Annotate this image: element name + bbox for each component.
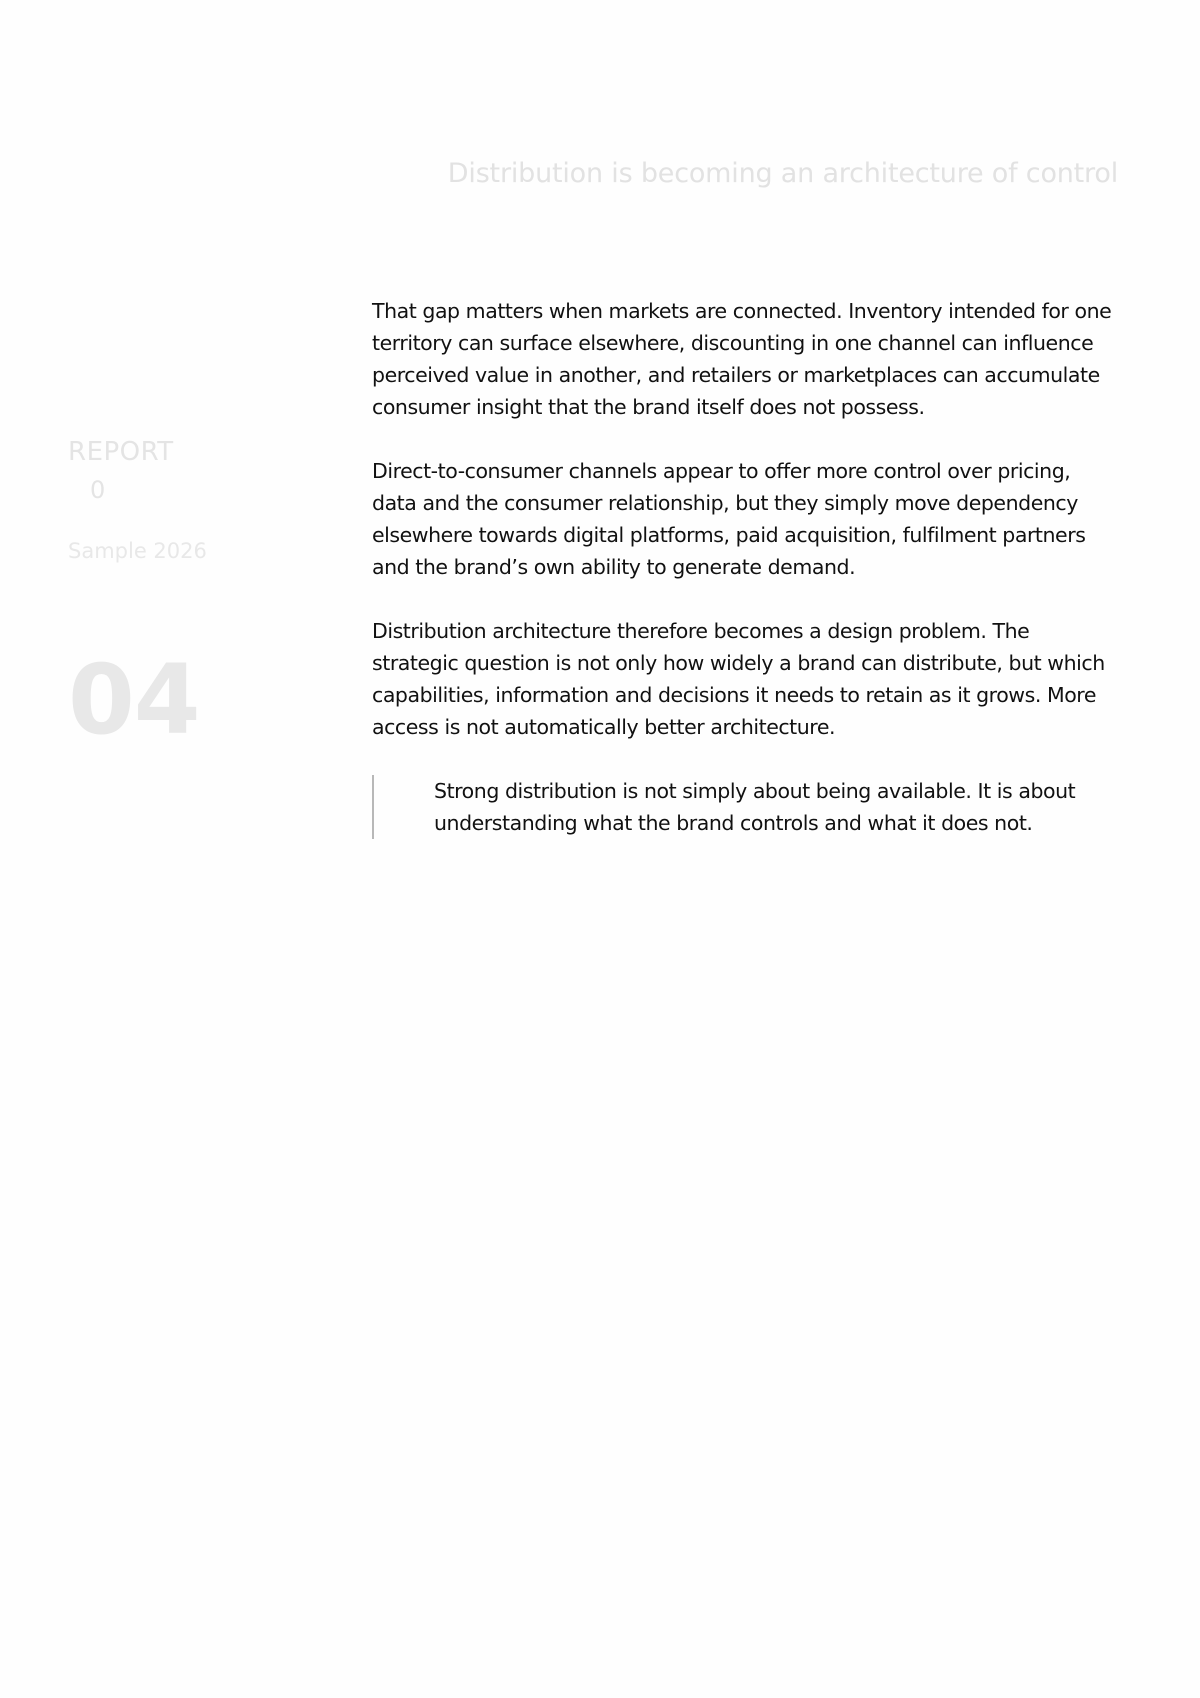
edition-label: Sample 2026 bbox=[68, 539, 207, 563]
pull-quote-text: Strong distribution is not simply about being available. It is about understanding what the brand controls and what it does not. bbox=[434, 779, 1076, 835]
page-header-title: Distribution is becoming an architecture of control bbox=[447, 158, 1118, 189]
body-paragraph: Distribution architecture therefore becomes a design problem. The strategic question is not only how widely a brand can distribute, but which capabilities, information and decisions it needs to retain as it grows. More access is not automatically better architecture. bbox=[372, 619, 1105, 739]
pull-quote bbox=[372, 775, 1120, 839]
issue-number: 0 bbox=[90, 476, 106, 504]
sidebar-panel bbox=[68, 432, 328, 756]
body-paragraph: That gap matters when markets are connected. Inventory intended for one territory can surface elsewhere, discounting in one channel can influence perceived value in another, and retailers or marketplaces can accumulate consumer insight that the brand itself does not possess. bbox=[372, 299, 1112, 419]
body-paragraph: Direct-to-consumer channels appear to offer more control over pricing, data and the consumer relationship, but they simply move dependency elsewhere towards digital platforms, paid acquisition, fulfilment partners and the brand’s own ability to generate demand. bbox=[372, 459, 1086, 579]
report-label: REPORT bbox=[68, 437, 174, 467]
chapter-number: 04 bbox=[68, 644, 200, 756]
main-content bbox=[372, 295, 1120, 839]
